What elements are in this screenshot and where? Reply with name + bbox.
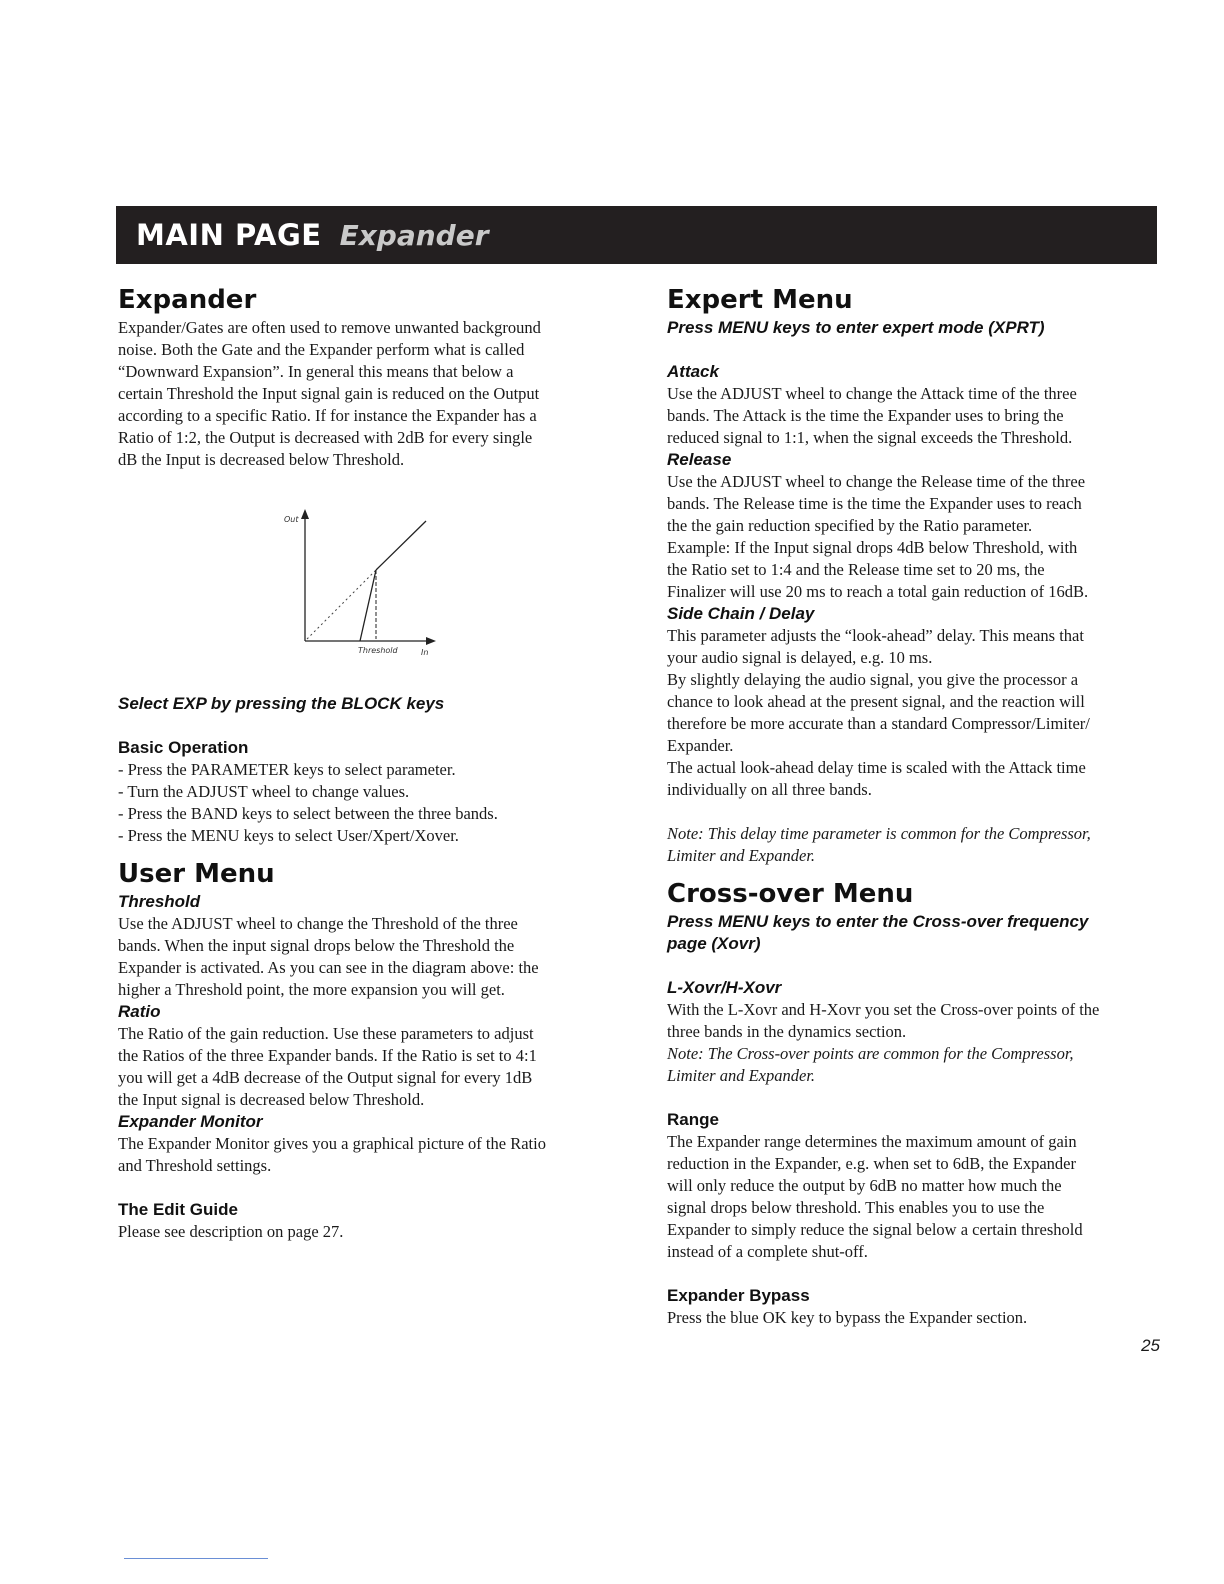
side-chain-heading: Side Chain / Delay [667,604,815,623]
expander-bypass-text: Press the blue OK key to bypass the Expander section. [667,1308,1028,1327]
threshold-heading: Threshold [118,892,201,911]
l-h-xovr-paragraph [667,999,1159,1087]
page-banner [116,206,1157,264]
ratio-paragraph [118,1023,608,1111]
text-line: By slightly delaying the audio signal, you give the processor a [667,670,1079,689]
text-line: With the L-Xovr and H-Xovr you set the Cross-over points of the [667,1000,1100,1019]
text-line: the Ratios of the three Expander bands. If the Ratio is set to 4:1 [118,1046,537,1065]
basic-operation-list [118,759,608,847]
monitor-paragraph [118,1133,608,1177]
text-line: The Expander Monitor gives you a graphical picture of the Ratio [118,1134,546,1153]
right-column [667,283,1159,1329]
page-number: 25 [1141,1336,1160,1355]
release-heading: Release [667,450,732,469]
unity-line [376,521,426,570]
select-instruction: Select EXP by pressing the BLOCK keys [118,694,445,713]
text-line: Use the ADJUST wheel to change the Attack time of the three [667,384,1077,403]
text-line: This parameter adjusts the “look-ahead” delay. This means that [667,626,1084,645]
intro-line: dB the Input is decreased below Threshold. [118,450,405,469]
user-menu-title: User Menu [118,859,275,889]
range-paragraph [667,1131,1159,1263]
intro-line: according to a specific Ratio. If for instance the Expander has a [118,406,537,425]
expert-menu-title: Expert Menu [667,285,853,315]
expander-bypass-heading: Expander Bypass [667,1286,810,1305]
list-item: - Turn the ADJUST wheel to change values. [118,782,410,801]
intro-line: certain Threshold the Input signal gain is reduced on the Output [118,384,540,403]
intro-line: “Downward Expansion”. In general this means that below a [118,362,514,381]
note-line: Limiter and Expander. [667,1066,816,1085]
text-line: will only reduce the output by 6dB no matter how much the [667,1176,1062,1195]
list-item: - Press the BAND keys to select between the three bands. [118,804,498,823]
l-h-xovr-heading: L-Xovr/H-Xovr [667,978,782,997]
expansion-diagram [118,493,608,663]
range-heading: Range [667,1110,719,1129]
basic-operation-heading: Basic Operation [118,738,249,757]
attack-heading: Attack [667,362,719,381]
release-paragraph [667,471,1159,603]
text-line: you will get a 4dB decrease of the Output signal for every 1dB [118,1068,533,1087]
note-line: Note: This delay time parameter is common for the Compressor, [667,824,1091,843]
cross-over-subtitle: page (Xovr) [667,934,761,953]
out-label: Out [284,515,299,524]
text-line: individually on all three bands. [667,780,872,799]
expert-menu-subtitle: Press MENU keys to enter expert mode (XPRT) [667,318,1045,337]
list-item: - Press the MENU keys to select User/Xpert/Xover. [118,826,459,845]
text-line: Expander is activated. As you can see in the diagram above: the [118,958,539,977]
left-column [118,283,608,1243]
intro-paragraph [118,317,608,471]
cross-over-subtitle: Press MENU keys to enter the Cross-over frequency [667,912,1089,931]
text-line: instead of a complete shut-off. [667,1242,868,1261]
note-line: Note: The Cross-over points are common for the Compressor, [667,1044,1074,1063]
text-line: the Input signal is decreased below Threshold. [118,1090,425,1109]
text-line: bands. The Release time is the time the Expander uses to reach [667,494,1082,513]
text-line: Example: If the Input signal drops 4dB below Threshold, with [667,538,1078,557]
text-line: chance to look ahead at the present signal, and the reaction will [667,692,1085,711]
text-line: The Ratio of the gain reduction. Use these parameters to adjust [118,1024,534,1043]
attack-paragraph [667,383,1159,449]
banner-subtitle: Expander [339,218,489,252]
expander-title: Expander [118,285,257,315]
text-line: The actual look-ahead delay time is scaled with the Attack time [667,758,1086,777]
note-line: Limiter and Expander. [667,846,816,865]
text-line: therefore be more accurate than a standard Compressor/Limiter/ [667,714,1090,733]
unity-line-dotted [307,570,376,639]
text-line: three bands in the dynamics section. [667,1022,907,1041]
expansion-graph [278,493,438,663]
text-line: reduced signal to 1:1, when the signal exceeds the Threshold. [667,428,1073,447]
footer-link-line [124,1558,268,1559]
intro-line: Ratio of 1:2, the Output is decreased with 2dB for every single [118,428,533,447]
text-line: your audio signal is delayed, e.g. 10 ms. [667,648,933,667]
text-line: Expander. [667,736,734,755]
y-axis-arrow [301,509,309,519]
threshold-paragraph [118,913,608,1001]
text-line: the the gain reduction specified by the Ratio parameter. [667,516,1033,535]
text-line: signal drops below threshold. This enables you to use the [667,1198,1045,1217]
threshold-label: Threshold [358,646,398,655]
text-line: Use the ADJUST wheel to change the Threshold of the three [118,914,518,933]
text-line: and Threshold settings. [118,1156,272,1175]
list-item: - Press the PARAMETER keys to select parameter. [118,760,456,779]
text-line: bands. The Attack is the time the Expander uses to bring the [667,406,1064,425]
delay-note [667,823,1159,867]
text-line: Use the ADJUST wheel to change the Release time of the three [667,472,1086,491]
banner-title: MAIN PAGE [136,218,322,252]
text-line: Finalizer will use 20 ms to reach a total gain reduction of 16dB. [667,582,1089,601]
cross-over-menu-title: Cross-over Menu [667,879,914,909]
expander-monitor-heading: Expander Monitor [118,1112,263,1131]
intro-line: Expander/Gates are often used to remove unwanted background [118,318,541,337]
text-line: The Expander range determines the maximum amount of gain [667,1132,1077,1151]
in-label: In [421,648,429,657]
expansion-line [360,570,376,641]
x-axis-arrow [426,637,436,645]
text-line: Expander to simply reduce the signal below a certain threshold [667,1220,1083,1239]
text-line: bands. When the input signal drops below the Threshold the [118,936,515,955]
text-line: the Ratio set to 1:4 and the Release time set to 20 ms, the [667,560,1045,579]
intro-line: noise. Both the Gate and the Expander perform what is called [118,340,525,359]
ratio-heading: Ratio [118,1002,161,1021]
side-chain-paragraph [667,625,1159,801]
edit-guide-text: Please see description on page 27. [118,1222,344,1241]
edit-guide-heading: The Edit Guide [118,1200,238,1219]
text-line: higher a Threshold point, the more expansion you will get. [118,980,505,999]
text-line: reduction in the Expander, e.g. when set to 6dB, the Expander [667,1154,1076,1173]
